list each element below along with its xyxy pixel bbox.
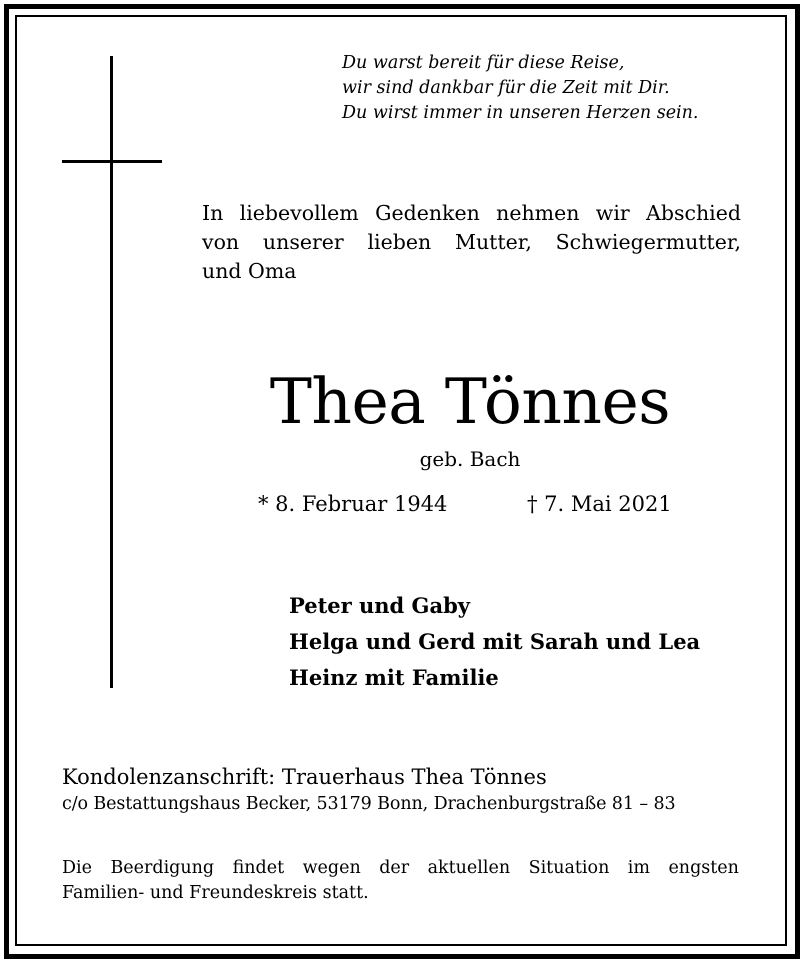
funeral-notice (62, 856, 739, 906)
cross-vertical-bar (110, 56, 113, 688)
word: nehmen (496, 201, 580, 225)
word: Mutter, (454, 230, 532, 254)
word: Abschied (646, 201, 741, 225)
word: unserer (262, 230, 344, 254)
word: lieben (367, 230, 432, 254)
word: Beerdigung (110, 858, 215, 878)
birth-date: * 8. Februar 1944 (258, 492, 448, 516)
intro-line-3: und Oma (202, 259, 297, 283)
poem-line: wir sind dankbar für die Zeit mit Dir. (342, 78, 670, 98)
condolence-address (62, 762, 742, 817)
word: wegen (302, 858, 361, 878)
word: im (627, 858, 650, 878)
word: In (202, 201, 224, 225)
family-list (289, 588, 700, 696)
poem-line: Du warst bereit für diese Reise, (342, 53, 625, 73)
cross-horizontal-bar (62, 160, 162, 163)
intro-line-1 (202, 199, 741, 228)
poem (342, 51, 762, 126)
poem-line: Du wirst immer in unseren Herzen sein. (342, 103, 699, 123)
address-line: c/o Bestattungshaus Becker, 53179 Bonn, Drachenburgstraße 81 – 83 (62, 794, 676, 814)
intro-line-2 (202, 228, 741, 257)
word: Situation (528, 858, 610, 878)
word: Gedenken (375, 201, 480, 225)
family-member: Peter und Gaby (289, 593, 470, 618)
word: engsten (668, 858, 739, 878)
word: Schwiegermutter, (555, 230, 741, 254)
word: der (379, 858, 410, 878)
word: liebevollem (239, 201, 359, 225)
deceased-name: Thea Tönnes (269, 365, 671, 438)
death-date: † 7. Mai 2021 (527, 492, 672, 516)
family-member: Helga und Gerd mit Sarah und Lea (289, 629, 701, 654)
family-member: Heinz mit Familie (289, 665, 499, 690)
funeral-line-2: Familien- und Freundeskreis statt. (62, 883, 369, 903)
funeral-line-1 (62, 856, 739, 881)
word: findet (232, 858, 285, 878)
address-title: Kondolenzanschrift: Trauerhaus Thea Tönnes (62, 765, 547, 789)
word: wir (595, 201, 630, 225)
word: von (202, 230, 240, 254)
word: aktuellen (427, 858, 511, 878)
word: Die (62, 858, 92, 878)
intro-text (202, 199, 741, 286)
birth-name: geb. Bach (419, 447, 521, 471)
